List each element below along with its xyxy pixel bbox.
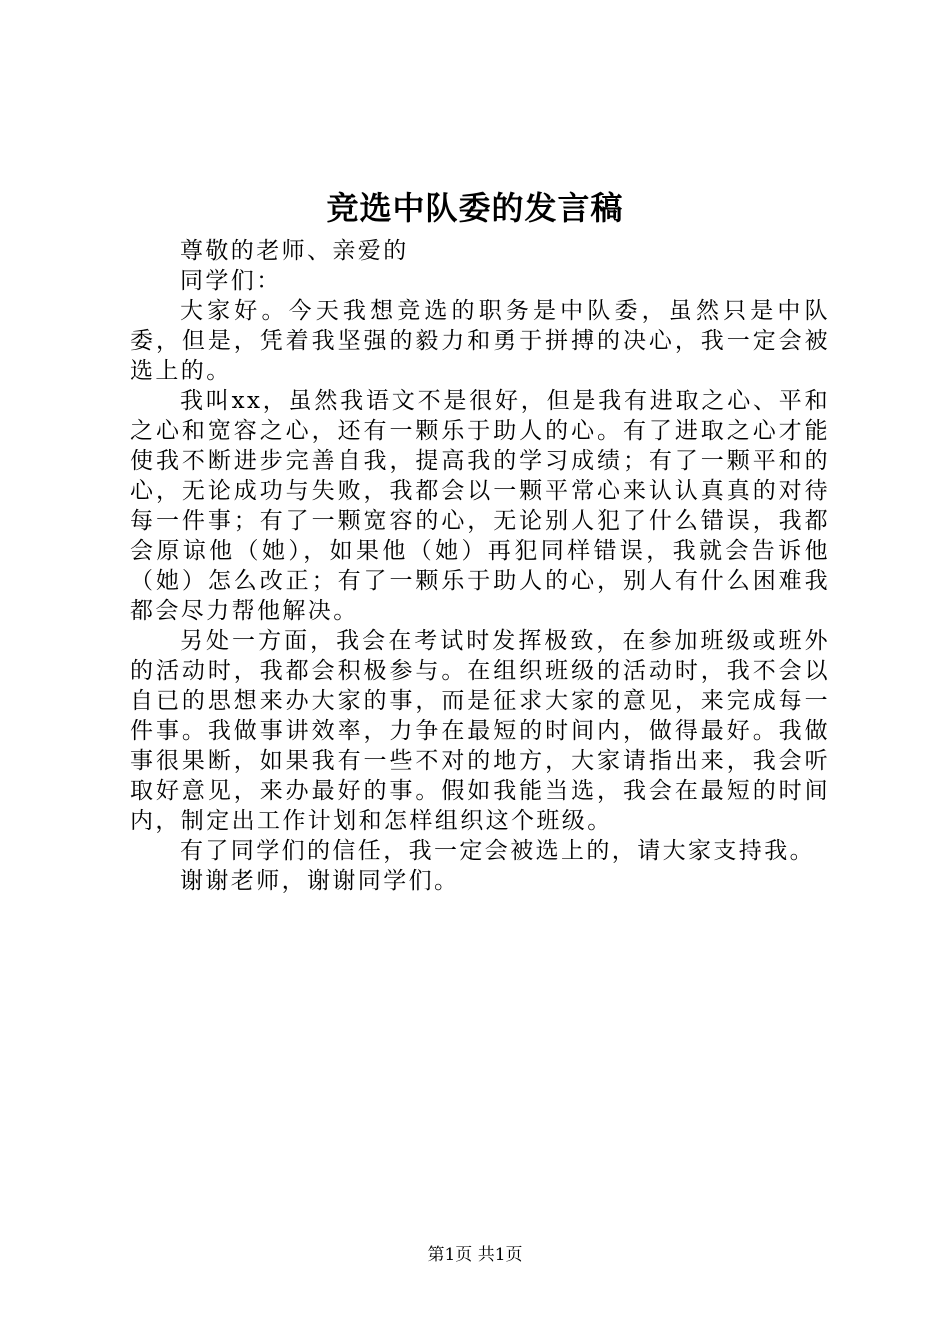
- document-title: 竞选中队委的发言稿: [326, 189, 624, 227]
- paragraph-thanks: 谢谢老师，谢谢同学们。: [180, 868, 460, 894]
- paragraph-support: 有了同学们的信任，我一定会被选上的，请大家支持我。: [180, 838, 815, 864]
- salutation-line-1: 尊敬的老师、亲爱的: [180, 238, 409, 264]
- salutation-line-2: 同学们：: [180, 268, 282, 294]
- document-body: [130, 236, 830, 896]
- page-number-footer: 第1页 共1页: [427, 1245, 523, 1265]
- paragraph-self-intro: 我叫xx，虽然我语文不是很好，但是我有进取之心、平和之心和宽容之心，还有一颗乐于助人的心。有了进取之心才能使我不断进步完善自我，提高我的学习成绩；有了一颗平和的心，无论成功与失败，我都会以一颗平常心来认认真真的对待每一件事；有了一颗宽容的心，无论别人犯了什么错误，我都会原谅他（她），如果他（她）再犯同样错误，我就会告诉他（她）怎么改正；有了一颗乐于助人的心，别人有什么困难我都会尽力帮他解决。: [130, 388, 830, 624]
- paragraph-greeting: 大家好。今天我想竞选的职务是中队委，虽然只是中队委，但是，凭着我坚强的毅力和勇于拼搏的决心，我一定会被选上的。: [130, 298, 830, 384]
- paragraph-plans: 另处一方面，我会在考试时发挥极致，在参加班级或班外的活动时，我都会积极参与。在组织班级的活动时，我不会以自已的思想来办大家的事，而是征求大家的意见，来完成每一件事。我做事讲效率，力争在最短的时间内，做得最好。我做事很果断，如果我有一些不对的地方，大家请指出来，我会听取好意见，来办最好的事。假如我能当选，我会在最短的时间内，制定出工作计划和怎样组织这个班级。: [130, 628, 830, 834]
